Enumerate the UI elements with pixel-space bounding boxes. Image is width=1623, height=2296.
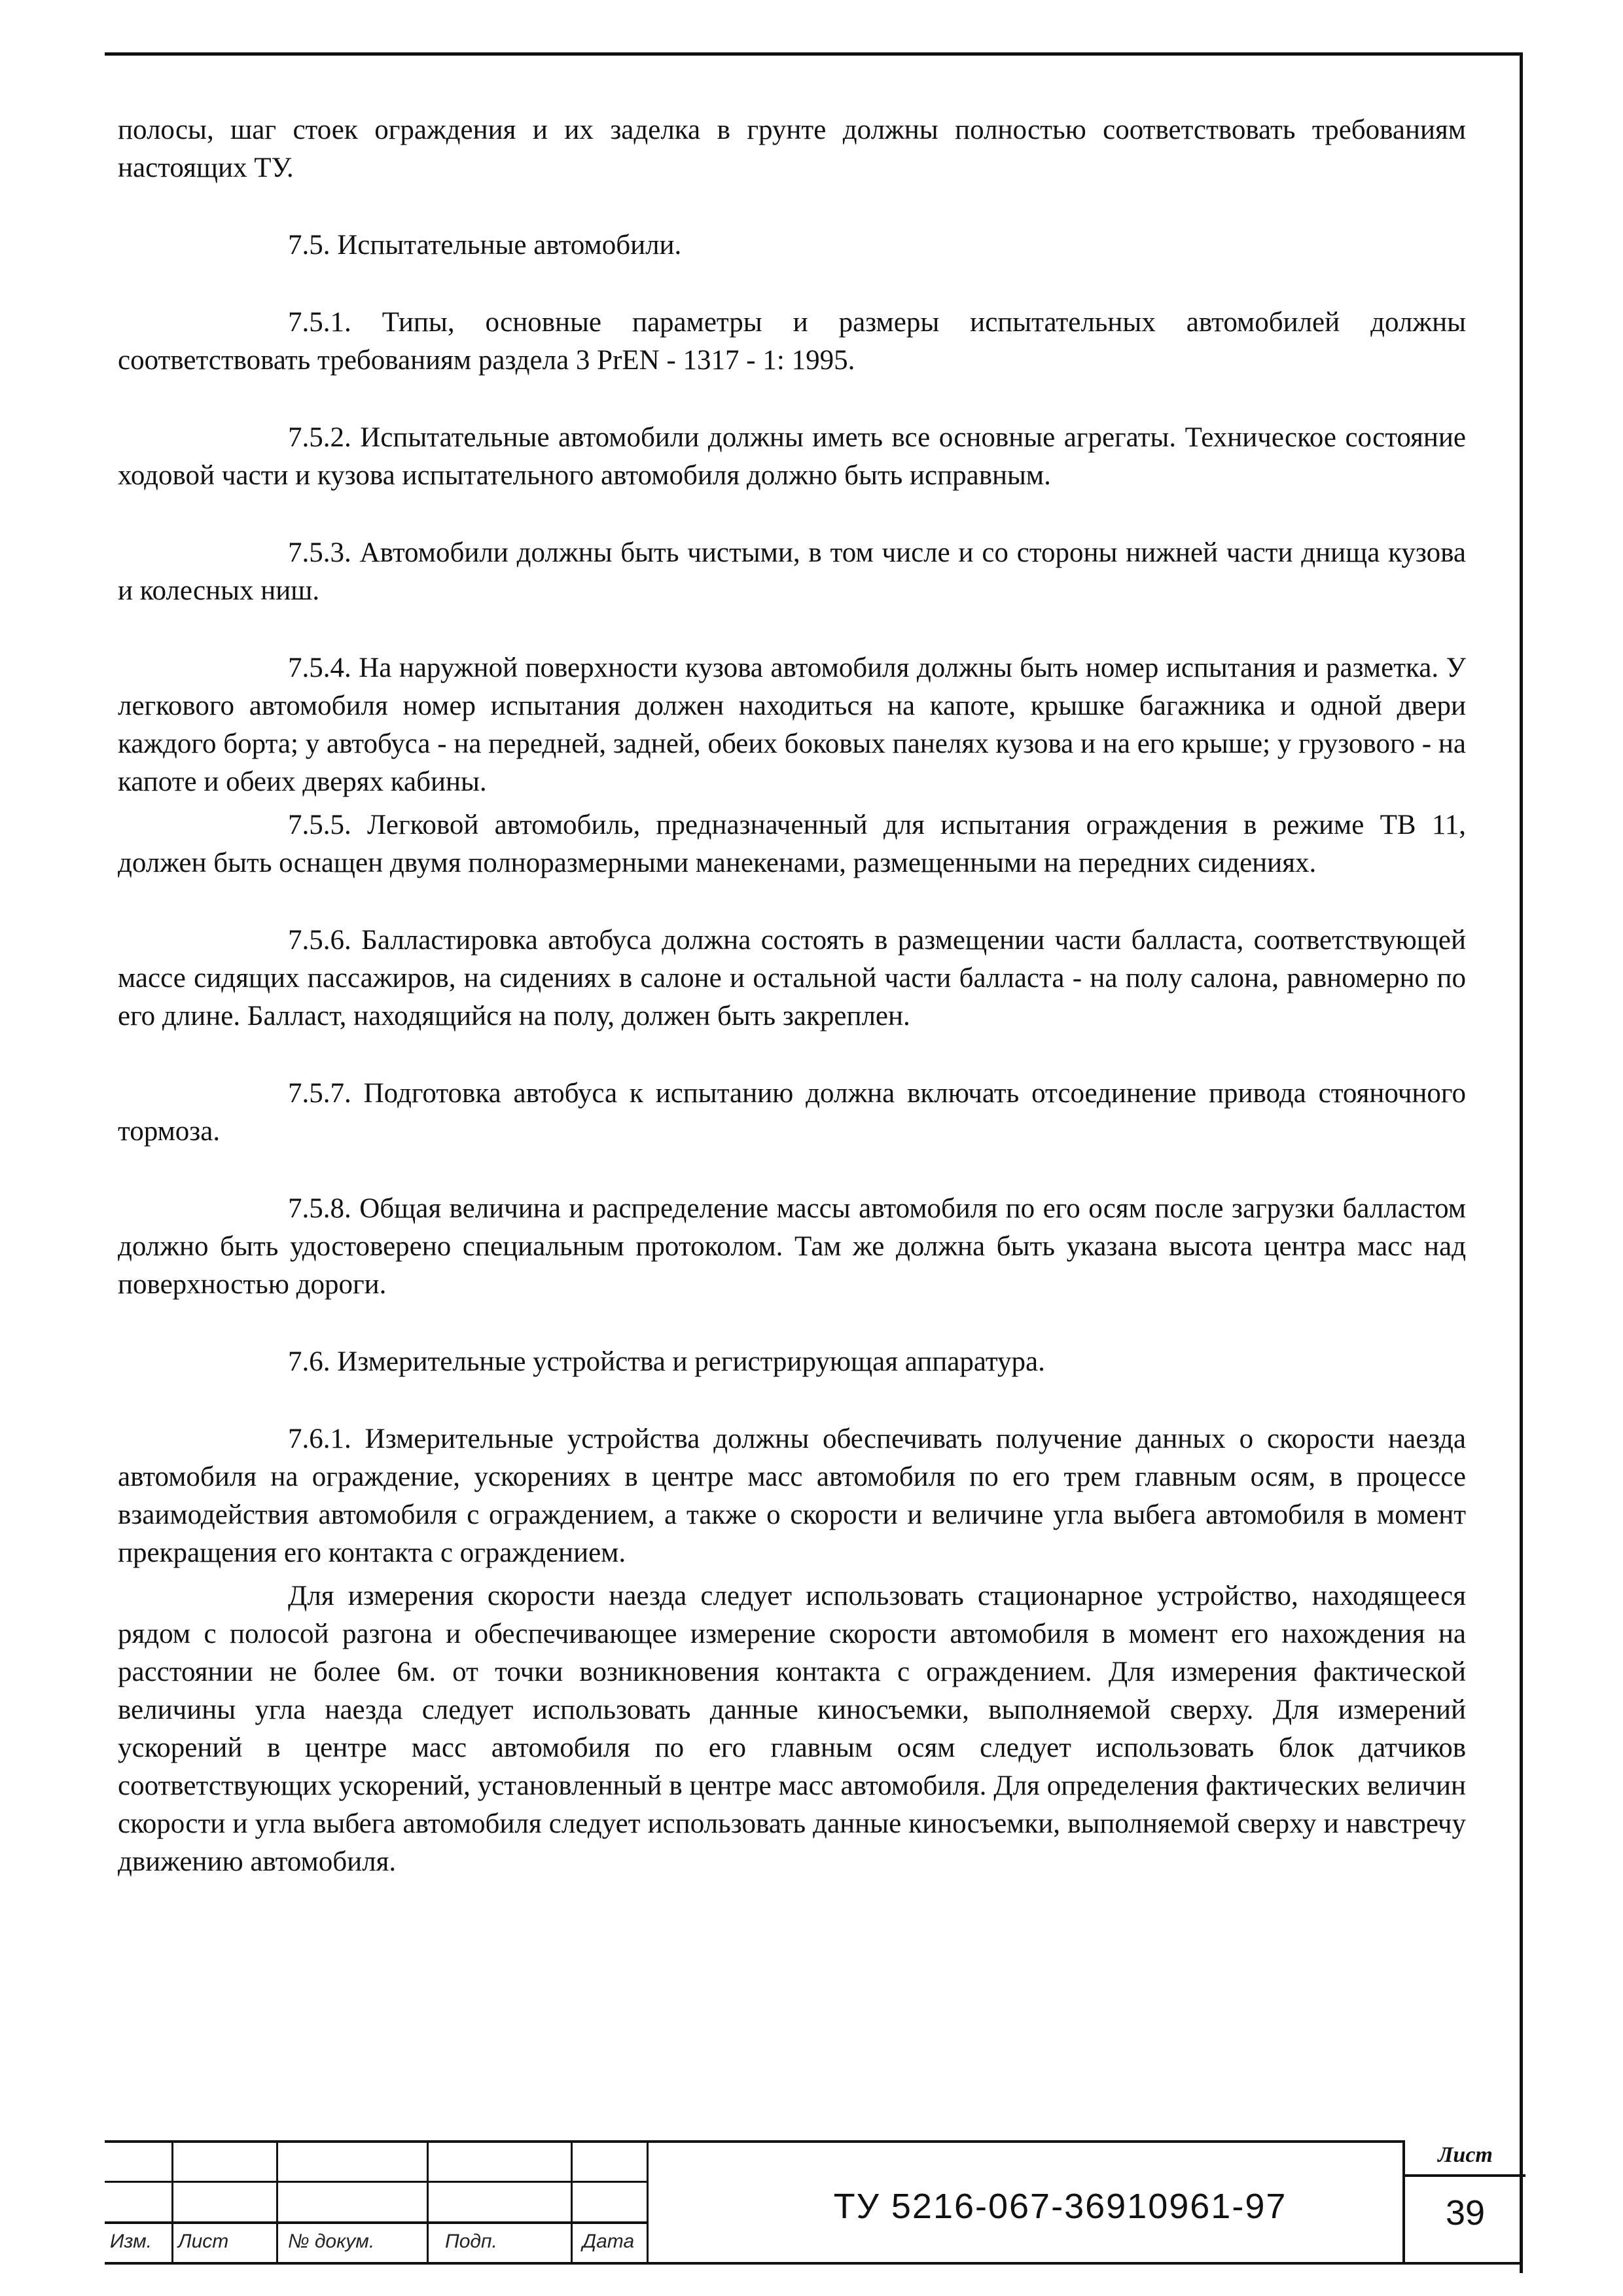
paragraph-7-6-1: 7.6.1. Измерительные устройства должны обеспечивать получение данных о скорости наезда автомобиля на ограждение, ускорениях в центре масс автомобиля по его трем главным осям, в процессе взаимодействия автомобиля с ограждением, а также о скорости и величине угла выбега автомобиля в момент прекращения его контакта с ограждением. (118, 1424, 1466, 1568)
paragraph-7-5-4: 7.5.4. На наружной поверхности кузова автомобиля должны быть номер испытания и разметка. У легкового автомобиля номер испытания должен находиться на капоте, крышке багажника и одной двери каждого борта; у автобуса - на передней, задней, обеих боковых панелях кузова и на его крыше; у грузового - на капоте и обеих дверях кабины. (118, 653, 1466, 797)
title-block-column-divider (171, 2140, 173, 2265)
section-heading-7-6: 7.6. Измерительные устройства и регистрирующая аппаратура. (288, 1346, 1045, 1377)
title-block-row-line (105, 2181, 647, 2183)
title-block-column-divider (571, 2140, 573, 2265)
paragraph-continuation: полосы, шаг стоек ограждения и их заделка в грунте должны полностью соответствовать требованиям настоящих ТУ. (118, 115, 1466, 183)
section-heading-7-5: 7.5. Испытательные автомобили. (288, 230, 682, 260)
sheet-number: 39 (1445, 2193, 1486, 2233)
paragraph-7-5-1: 7.5.1. Типы, основные параметры и размеры испытательных автомобилей должны соответствовать требованиям раздела 3 PrEN - 1317 - 1: 1995. (118, 307, 1466, 376)
column-label-date: Дата (582, 2231, 635, 2252)
paragraph-7-5-7: 7.5.7. Подготовка автобуса к испытанию должна включать отсоединение привода стояночного тормоза. (118, 1078, 1466, 1147)
title-block-column-divider (276, 2140, 278, 2265)
title-block-row-line (105, 2221, 647, 2224)
document-body (118, 111, 1466, 1881)
paragraph-7-6-1-continued: Для измерения скорости наезда следует использовать стационарное устройство, находящееся рядом с полосой разгона и обеспечивающее измерение скорости автомобиля в момент его нахождения на расстоянии не более 6м. от точки возникновения контакта с ограждением. Для измерения фактической величины угла наезда следует использовать данные киносъемки, выполняемой сверху. Для измерений ускорений в центре масс автомобиля по его главным осям следует использовать блок датчиков соответствующих ускорений, установленный в центре масс автомобиля. Для определения фактических величин скорости и угла выбега автомобиля следует использовать данные киносъемки, выполняемой сверху и навстречу движению автомобиля. (118, 1581, 1466, 1877)
title-block-bottom-line (105, 2262, 1523, 2265)
column-label-document-number: № докум. (288, 2231, 375, 2252)
sheet-number-box (1402, 2140, 1525, 2265)
title-block (105, 2140, 1523, 2265)
document-code: ТУ 5216-067-36910961-97 (833, 2187, 1287, 2226)
column-label-change: Изм. (110, 2231, 152, 2252)
paragraph-7-5-5: 7.5.5. Легковой автомобиль, предназначенный для испытания ограждения в режиме ТВ 11, должен быть оснащен двумя полноразмерными манекенами, размещенными на передних сидениях. (118, 810, 1466, 878)
paragraph-7-5-2: 7.5.2. Испытательные автомобили должны иметь все основные агрегаты. Техническое состояние ходовой части и кузова испытательного автомобиля должно быть исправным. (118, 422, 1466, 491)
title-block-column-divider (427, 2140, 429, 2265)
sheet-label: Лист (1438, 2143, 1493, 2167)
sheet-box-divider (1405, 2174, 1525, 2177)
paragraph-7-5-8: 7.5.8. Общая величина и распределение массы автомобиля по его осям после загрузки балластом должно быть удостоверено специальным протоколом. Там же должна быть указана высота центра масс над поверхностью дороги. (118, 1193, 1466, 1300)
paragraph-7-5-3: 7.5.3. Автомобили должны быть чистыми, в том числе и со стороны нижней части днища кузова и колесных ниш. (118, 537, 1466, 606)
paragraph-7-5-6: 7.5.6. Балластировка автобуса должна состоять в размещении части балласта, соответствующей массе сидящих пассажиров, на сидениях в салоне и остальной части балласта - на полу салона, равномерно по его длине. Балласт, находящийся на полу, должен быть закреплен. (118, 925, 1466, 1031)
column-label-sheet: Лист (178, 2231, 229, 2252)
title-block-top-line (105, 2140, 1402, 2143)
title-block-column-divider (647, 2140, 649, 2265)
column-label-signature: Подп. (445, 2231, 497, 2252)
